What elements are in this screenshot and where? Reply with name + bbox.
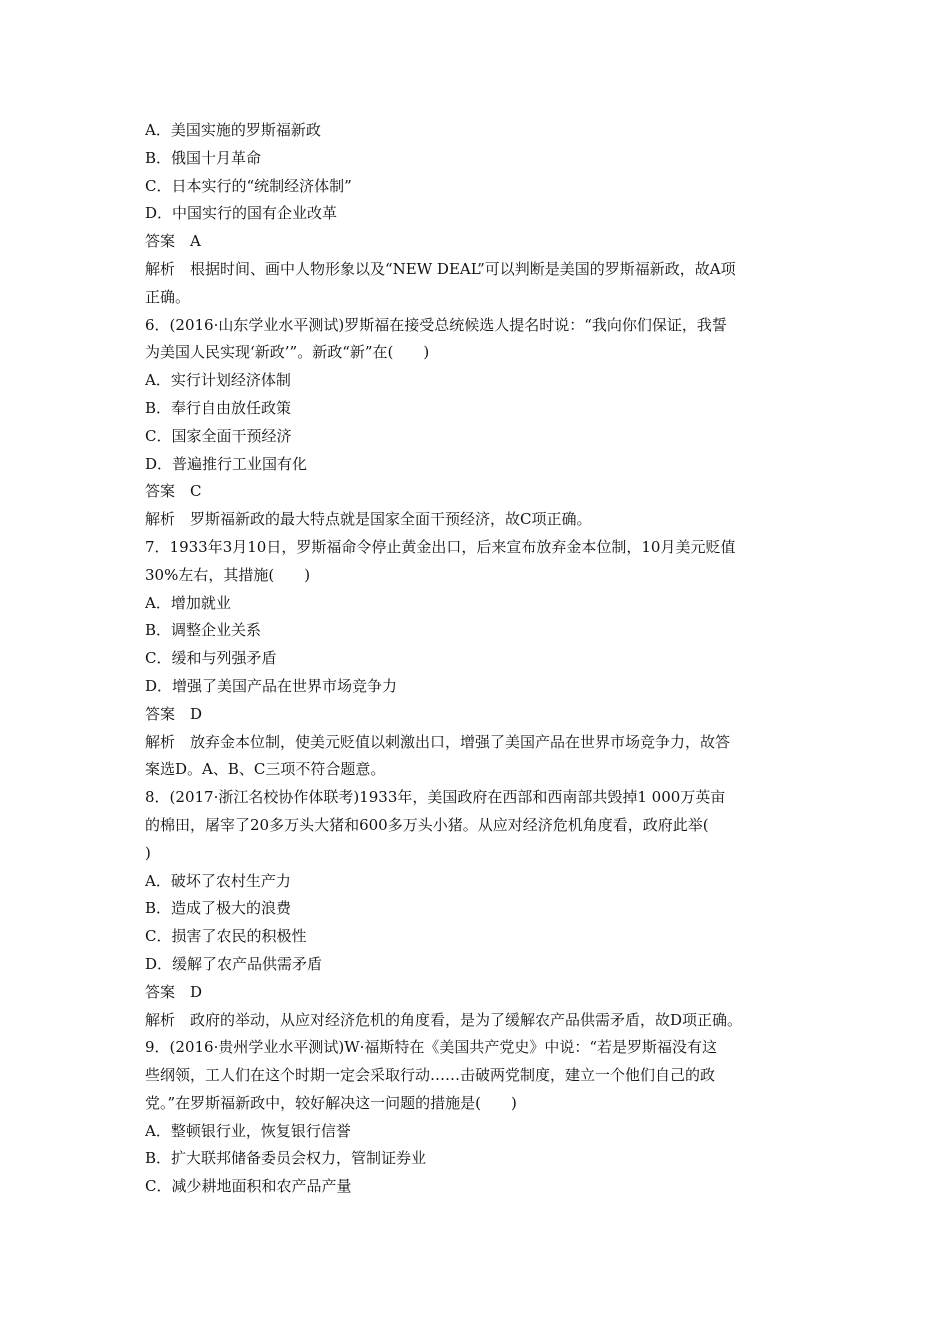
option-line: B．调整企业关系: [145, 621, 262, 640]
answer-line: 答案 D: [145, 704, 203, 723]
answer-line: 答案 C: [145, 482, 202, 501]
analysis-line: 解析 政府的举动，从应对经济危机的角度看，是为了缓解农产品供需矛盾，故D项正确。: [145, 1010, 743, 1029]
option-line: C．减少耕地面积和农产品产量: [145, 1177, 352, 1196]
option-line: B．俄国十月革命: [145, 148, 262, 167]
option-line: C．缓和与列强矛盾: [145, 649, 277, 668]
analysis-line: 案选D。A、B、C三项不符合题意。: [145, 760, 386, 779]
answer-line: 答案 A: [145, 232, 201, 251]
option-line: D．普遍推行工业国有化: [145, 454, 308, 473]
option-line: D．缓解了农产品供需矛盾: [145, 954, 323, 973]
analysis-line: 解析 放弃金本位制，使美元贬值以刺激出口，增强了美国产品在世界市场竞争力，故答: [145, 732, 731, 751]
analysis-line: 解析 根据时间、画中人物形象以及“NEW DEAL”可以判断是美国的罗斯福新政，故A项: [145, 259, 736, 278]
option-line: C．日本实行的“统制经济体制”: [145, 176, 352, 195]
analysis-line: 解析 罗斯福新政的最大特点就是国家全面干预经济，故C项正确。: [145, 510, 592, 529]
option-line: B．奉行自由放任政策: [145, 398, 292, 417]
question-line: 7．1933年3月10日，罗斯福命令停止黄金出口，后来宣布放弃金本位制，10月美元贬值: [145, 537, 736, 556]
option-line: C．损害了农民的积极性: [145, 927, 307, 946]
analysis-line: 正确。: [145, 287, 191, 306]
question-line: 党。”在罗斯福新政中，较好解决这一问题的措施是( ): [145, 1093, 517, 1112]
option-line: B．造成了极大的浪费: [145, 899, 292, 918]
question-line: 6．(2016·山东学业水平测试)罗斯福在接受总统候选人提名时说：“我向你们保证，我誓: [145, 315, 727, 334]
option-line: B．扩大联邦储备委员会权力，管制证券业: [145, 1149, 427, 1168]
question-line: 9．(2016·贵州学业水平测试)W·福斯特在《美国共产党史》中说：“若是罗斯福没有这: [145, 1038, 718, 1057]
option-line: D．中国实行的国有企业改革: [145, 204, 338, 223]
question-line: 30%左右，其措施( ): [145, 565, 311, 584]
question-line: ): [145, 843, 151, 862]
question-line: 的棉田，屠宰了20多万头大猪和600多万头小猪。从应对经济危机角度看，政府此举(: [145, 815, 709, 834]
option-line: D．增强了美国产品在世界市场竞争力: [145, 676, 398, 695]
question-line: 些纲领，工人们在这个时期一定会采取行动……击破两党制度，建立一个他们自己的政: [145, 1066, 716, 1085]
question-line: 8．(2017·浙江名校协作体联考)1933年，美国政府在西部和西南部共毁掉1 000万英亩: [145, 788, 726, 807]
option-line: C．国家全面干预经济: [145, 426, 292, 445]
document-body: [145, 117, 813, 1201]
option-line: A．美国实施的罗斯福新政: [145, 121, 321, 139]
answer-line: 答案 D: [145, 982, 203, 1001]
option-line: A．破坏了农村生产力: [145, 871, 291, 890]
option-line: A．增加就业: [145, 593, 231, 612]
option-line: A．实行计划经济体制: [145, 371, 291, 390]
question-line: 为美国人民实现‘新政’”。新政“新”在( ): [145, 343, 430, 362]
option-line: A．整顿银行业，恢复银行信誉: [145, 1121, 351, 1140]
